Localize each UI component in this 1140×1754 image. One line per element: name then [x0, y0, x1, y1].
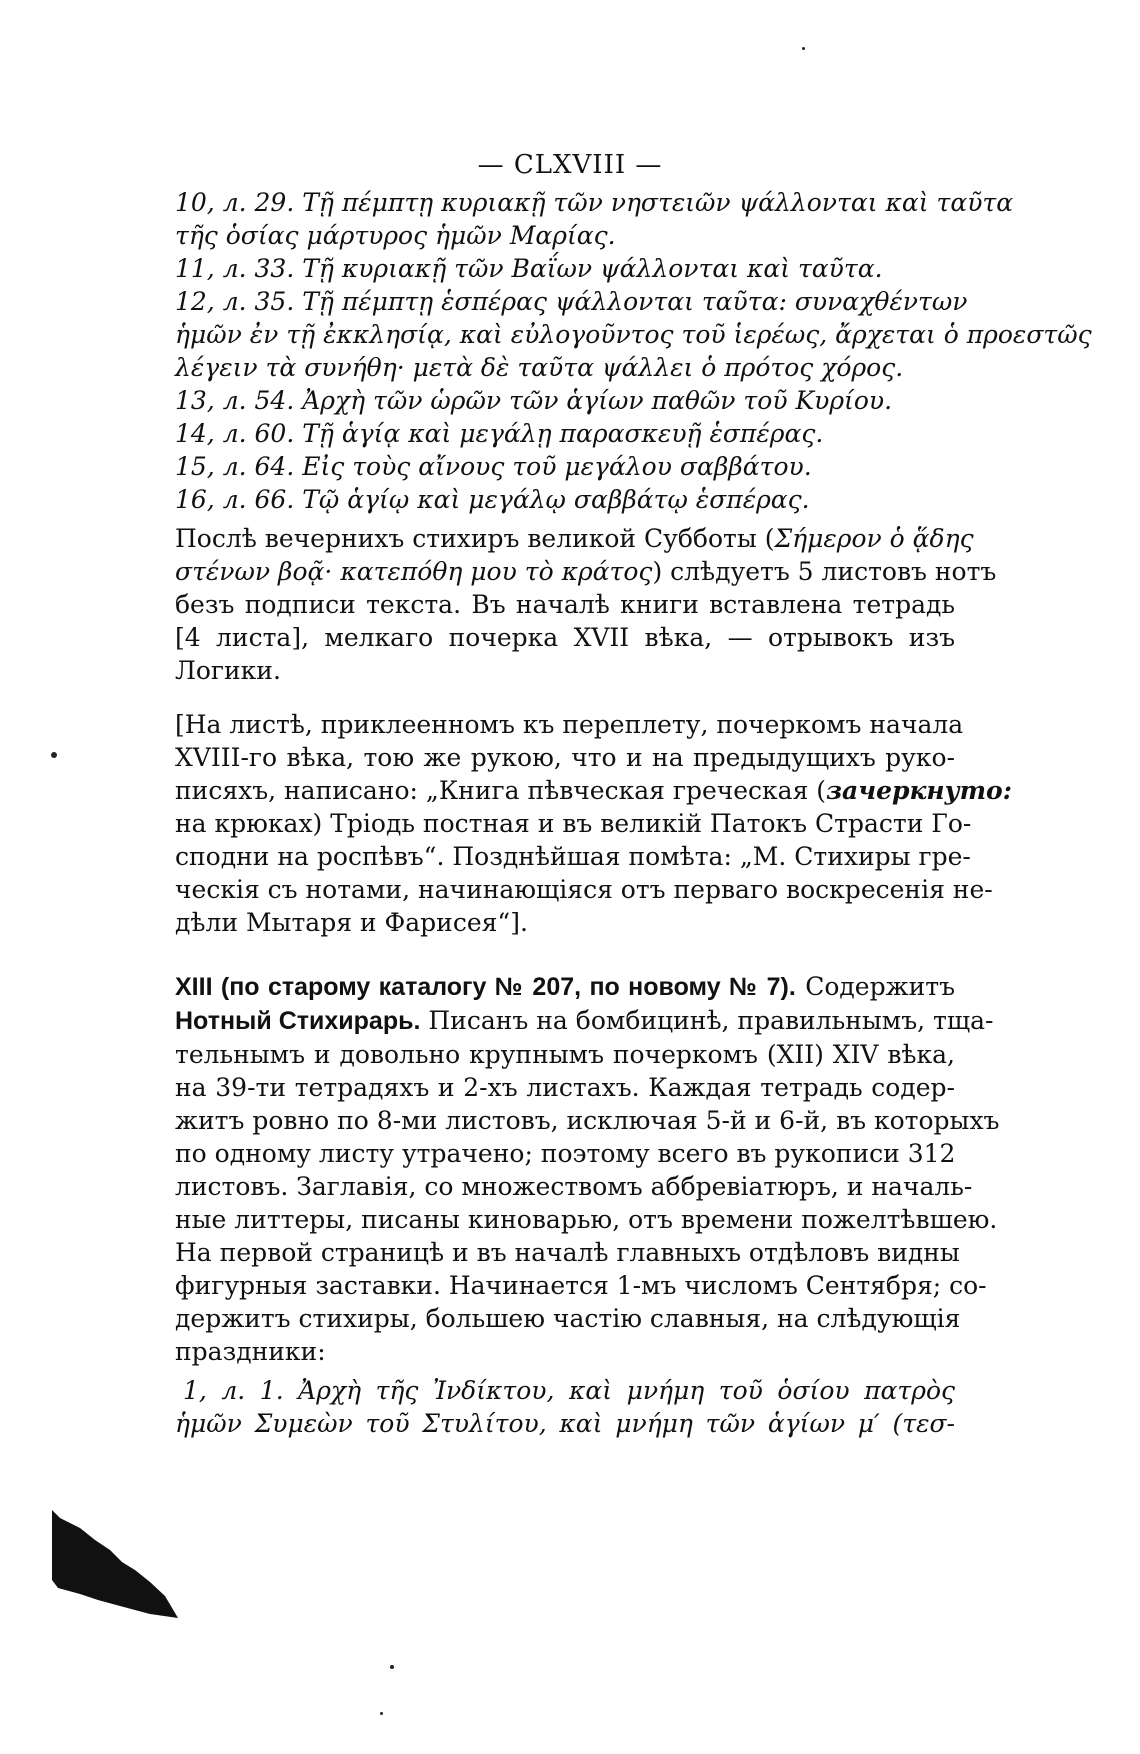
ink-stain-artifact	[50, 1510, 180, 1620]
paragraph-after-vespers	[175, 522, 997, 687]
scan-speck	[390, 1665, 394, 1669]
scan-speck	[51, 752, 57, 758]
paragraph-text: праздники:	[175, 1337, 326, 1366]
manuscript-title: Нотный Стихирарь.	[175, 1007, 421, 1035]
paragraph-text: на крюках) Тріодь постная и въ великій Патокъ Страсти Го-	[175, 809, 972, 838]
paragraph-text: листовъ. Заглавія, со множествомъ аббревіатюръ, и началь-	[175, 1172, 973, 1201]
paragraph-text: Писанъ на бомбицинѣ, правильнымъ, тща-	[428, 1006, 994, 1035]
entry-line: 14, л. 60. Τῇ ἁγίᾳ καὶ μεγάλῃ παρασκευῇ ἑσπέρας.	[175, 419, 824, 448]
greek-entries	[175, 186, 1092, 516]
paragraph-text: по одному листу утрачено; поэтому всего въ рукописи 312	[175, 1139, 956, 1168]
paragraph-text: [4 листа], мелкаго почерка XVII вѣка, — отрывокъ изъ	[175, 623, 955, 652]
entry-line: ἡμῶν Συμεὼν τοῦ Στυλίτου, καὶ μνήμη τῶν ἁγίων μ′ (τεσ-	[175, 1409, 955, 1438]
entry-line: ἡμῶν ἐν τῇ ἐκκλησίᾳ, καὶ εὐλογοῦντος τοῦ ἱερέως, ἄρχεται ὁ προεστῶς	[175, 320, 1092, 349]
section-heading: XIII (по старому каталогу № 207, по новому № 7).	[175, 973, 796, 1001]
scan-speck	[802, 47, 805, 50]
paragraph-text: тельнымъ и довольно крупнымъ почеркомъ (XII) XIV вѣка,	[175, 1040, 955, 1069]
crossed-out-note: зачеркнуто:	[826, 776, 1012, 805]
paragraph-text: житъ ровно по 8-ми листовъ, исключая 5-й и 6-й, въ которыхъ	[175, 1106, 1000, 1135]
paragraph-text: XVIII-го вѣка, тою же рукою, что и на предыдущихъ руко-	[175, 743, 955, 772]
entry-line: 12, л. 35. Τῇ πέμπτῃ ἑσπέρας ψάλλονται ταῦτα: συναχθέντων	[175, 287, 968, 316]
paragraph-text: ные литтеры, писаны киноварью, отъ времени пожелтѣвшею.	[175, 1205, 998, 1234]
entry-line: τῆς ὁσίας μάρτυρος ἡμῶν Μαρίας.	[175, 221, 616, 250]
paragraph-text: Послѣ вечернихъ стихиръ великой Субботы (	[175, 524, 775, 553]
paragraph-binding-note	[175, 708, 1012, 939]
entry-line: 15, л. 64. Εἰς τοὺς αἴνους τοῦ μεγάλου σαββάτου.	[175, 452, 812, 481]
paragraph-text: на 39-ти тетрадяхъ и 2-хъ листахъ. Каждая тетрадь содер-	[175, 1073, 955, 1102]
paragraph-text: сподни на роспѣвъ“. Позднѣйшая помѣта: „М. Стихиры гре-	[175, 842, 971, 871]
greek-incipit: στένων βοᾷ· κατεπόθη μου τὸ κράτος	[175, 557, 653, 586]
entry-line: 1, л. 1. Ἀρχὴ τῆς Ἰνδίκτου, καὶ μνήμη τοῦ ὁσίου πατρὸς	[183, 1376, 955, 1405]
paragraph-text: Логики.	[175, 656, 281, 685]
paragraph-text: Содержитъ	[805, 972, 955, 1001]
entry-line: 10, л. 29. Τῇ πέμπτῃ κυριακῇ τῶν νηστειῶν ψάλλονται καὶ ταῦτα	[175, 188, 1014, 217]
paragraph-text: писяхъ, написано: „Книга пѣвческая греческая (	[175, 776, 827, 805]
page-number-header: — CLXVIII —	[477, 150, 663, 180]
scan-speck	[380, 1712, 383, 1715]
section-xiii	[175, 970, 1000, 1368]
entry-line: 16, л. 66. Τῷ ἁγίῳ καὶ μεγάλῳ σαββάτῳ ἑσπέρας.	[175, 485, 810, 514]
greek-incipit: Σήμερον ὁ ᾅδης	[774, 524, 974, 553]
paragraph-text: держитъ стихиры, большею частію славныя, на слѣдующія	[175, 1304, 961, 1333]
paragraph-text: [На листѣ, приклеенномъ къ переплету, почеркомъ начала	[175, 710, 964, 739]
final-greek-entry	[175, 1374, 955, 1440]
paragraph-text: безъ подписи текста. Въ началѣ книги вставлена тетрадь	[175, 590, 955, 619]
entry-line: 11, л. 33. Τῇ κυριακῇ τῶν Βαΐων ψάλλονται καὶ ταῦτα.	[175, 254, 883, 283]
paragraph-text: ) слѣдуетъ 5 листовъ нотъ	[652, 557, 997, 586]
paragraph-text: дѣли Мытаря и Фарисея“].	[175, 908, 528, 937]
paragraph-text: ческія съ нотами, начинающіяся отъ перваго воскресенія не-	[175, 875, 993, 904]
entry-line: λέγειν τὰ συνήθη· μετὰ δὲ ταῦτα ψάλλει ὁ πρότος χόρος.	[175, 353, 904, 382]
paragraph-text: На первой страницѣ и въ началѣ главныхъ отдѣловъ видны	[175, 1238, 960, 1267]
paragraph-text: фигурныя заставки. Начинается 1-мъ числомъ Сентября; со-	[175, 1271, 987, 1300]
entry-line: 13, л. 54. Ἀρχὴ τῶν ὡρῶν τῶν ἁγίων παθῶν τοῦ Κυρίου.	[175, 386, 893, 415]
